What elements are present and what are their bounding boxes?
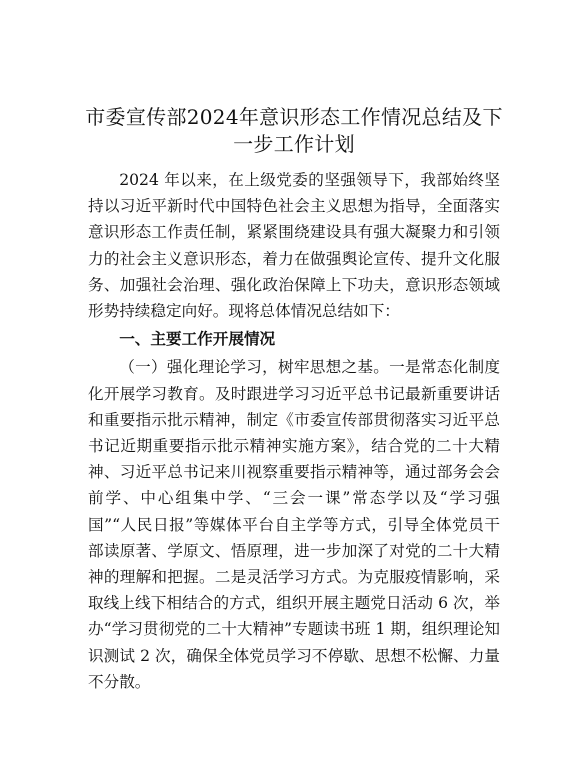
document-body xyxy=(88,167,500,695)
document-title: 市委宣传部2024年意识形态工作情况总结及下一步工作计划 xyxy=(85,105,503,156)
subsection-paragraph: （一）强化理论学习，树牢思想之基。一是常态化制度化开展学习教育。及时跟进学习习近平总书记最新重要讲话和重要指示批示精神，制定《市委宣传部贯彻落实习近平总书记近期重要指示批示精神实施方案》，结合党的二十大精神、习近平总书记来川视察重要指示精神等，通过部务会会前学、中心组集中学、“三会一课”常态学以及“学习强国”“人民日报”等媒体平台自主学等方式，引导全体党员干部读原著、学原文、悟原理，进一步加深了对党的二十大精神的理解和把握。二是灵活学习方式。为克服疫情影响，采取线上线下相结合的方式，组织开展主题党日活动 6 次，举办“学习贯彻党的二十大精神”专题读书班 1 期，组织理论知识测试 2 次，确保全体党员学习不停歇、思想不松懈、力量不分散。 xyxy=(88,358,500,691)
section-heading: 一、主要工作开展情况 xyxy=(119,329,276,349)
intro-paragraph: 2024 年以来，在上级党委的坚强领导下，我部始终坚持以习近平新时代中国特色社会主义思想为指导，全面落实意识形态工作责任制，紧紧围绕建设具有强大凝聚力和引领力的社会主义意识形态，着力在做强舆论宣传、提升文化服务、加强社会治理、强化政治保障上下功夫，意识形态领域形势持续稳定向好。现将总体情况总结如下： xyxy=(88,171,500,321)
